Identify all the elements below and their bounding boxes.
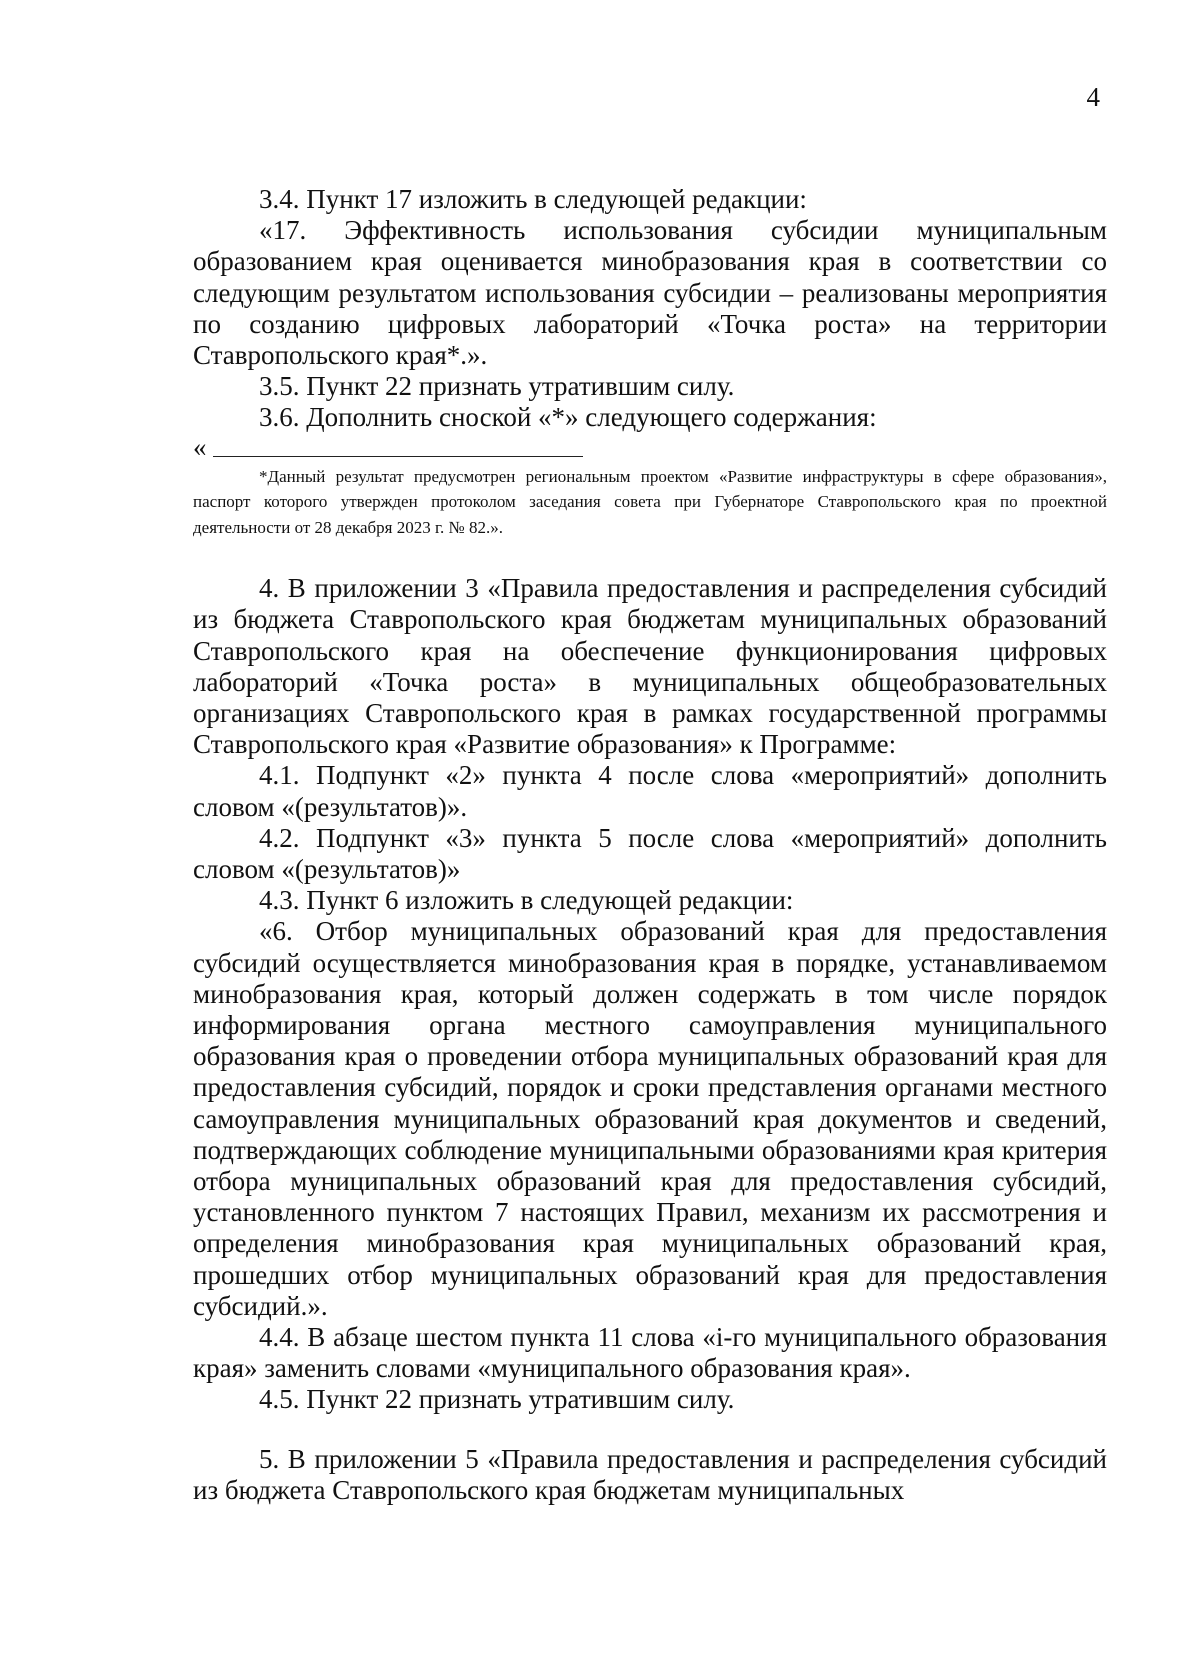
paragraph-6-text: «6. Отбор муниципальных образований края для предоставления субсидий осуществляется минобразования края в порядке, устанавливаемом минобразования края, который должен содержать в том числе порядок информирования органа местного самоуправления муниципального образования края о проведении отбора муниципальных образований края для предоставления субсидий, порядок и сроки представления органами местного самоуправления муниципальных образований края документов и сведений, подтверждающих соблюдение муниципальными образованиями края критерия отбора муниципальных образований края для предоставления субсидий, установленного пунктом 7 настоящих Правил, механизм их рассмотрения и определения минобразования края муниципальных образований края, прошедших отбор муниципальных образований края для предоставления субсидий.».: [193, 916, 1107, 1321]
footnote-open-quote: «: [193, 431, 207, 462]
section-gap: [193, 1416, 1107, 1444]
page-number: 4: [1086, 82, 1100, 112]
footnote-text: *Данный результат предусмотрен региональным проектом «Развитие инфраструктуры в сфере образования», паспорт которого утвержден протоколом заседания совета при Губернаторе Ставропольского края по проектной деятельности от 28 декабря 2023 г. № 82.».: [193, 466, 1107, 537]
paragraph-3-5: 3.5. Пункт 22 признать утратившим силу.: [259, 371, 735, 402]
paragraph-3-6: 3.6. Дополнить сноской «*» следующего содержания:: [259, 402, 877, 433]
footnote-rule: [213, 456, 583, 457]
paragraph-4: 4. В приложении 3 «Правила предоставления и распределения субсидий из бюджета Ставропольского края бюджетам муниципальных образований Ставропольского края на обеспечение функционирования цифровых лабораторий «Точка роста» в муниципальных общеобразовательных организациях Ставропольского края в рамках государственной программы Ставропольского края «Развитие образования» к Программе:: [193, 573, 1107, 760]
paragraph-4-4: 4.4. В абзаце шестом пункта 11 слова «i-го муниципального образования края» заменить словами «муниципального образования края».: [193, 1322, 1107, 1384]
document-body: [193, 184, 1107, 1506]
paragraph-3-4: 3.4. Пункт 17 изложить в следующей редакции:: [259, 184, 807, 214]
footnote-separator: [193, 431, 1107, 462]
paragraph-4-3: 4.3. Пункт 6 изложить в следующей редакции:: [259, 885, 794, 916]
paragraph-5: 5. В приложении 5 «Правила предоставления и распределения субсидий из бюджета Ставропольского края бюджетам муниципальных: [193, 1443, 1107, 1505]
section-gap: [193, 540, 1107, 573]
paragraph-4-2: 4.2. Подпункт «3» пункта 5 после слова «мероприятий» дополнить словом «(результатов)»: [193, 822, 1107, 884]
paragraph-4-1: 4.1. Подпункт «2» пункта 4 после слова «мероприятий» дополнить словом «(результатов)».: [193, 760, 1107, 822]
paragraph-17-text: «17. Эффективность использования субсидии муниципальным образованием края оценивается минобразования края в соответствии со следующим результатом использования субсидии – реализованы мероприятия по созданию цифровых лабораторий «Точка роста» на территории Ставропольского края*.».: [193, 215, 1107, 371]
paragraph-4-5: 4.5. Пункт 22 признать утратившим силу.: [259, 1384, 735, 1415]
